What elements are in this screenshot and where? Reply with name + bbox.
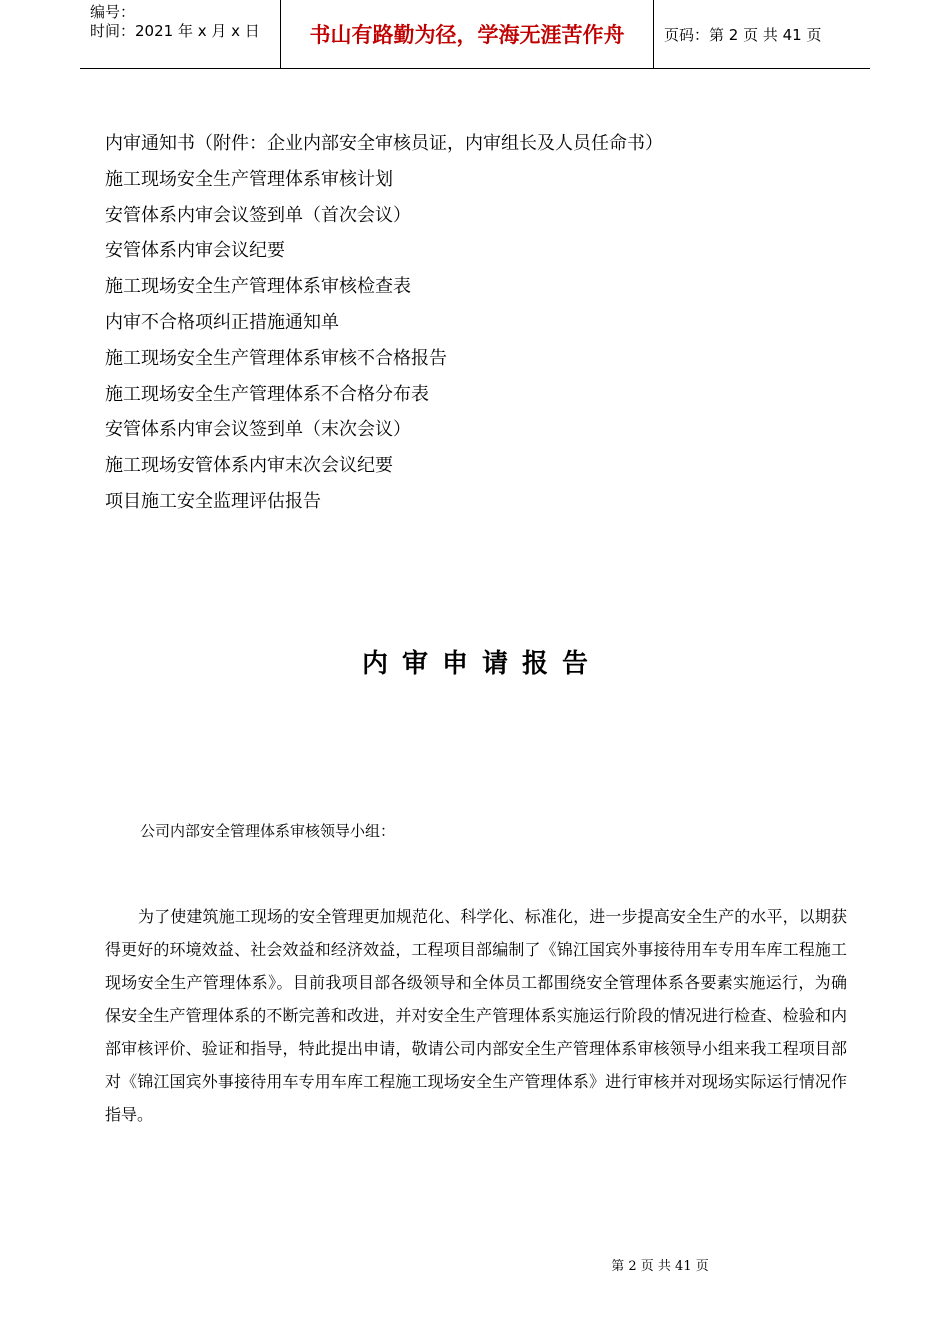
salutation: 公司内部安全管理体系审核领导小组： — [140, 822, 396, 840]
list-item: 安管体系内审会议签到单（末次会议） — [105, 419, 411, 441]
list-item: 安管体系内审会议签到单（首次会议） — [105, 204, 411, 226]
header-motto-cell — [281, 0, 654, 68]
list-item: 施工现场安全生产管理体系不合格分布表 — [105, 383, 429, 405]
header-meta-cell — [80, 0, 281, 68]
serial-number-label: 编号： — [90, 3, 136, 21]
list-item: 项目施工安全监理评估报告 — [105, 490, 321, 512]
list-item: 施工现场安管体系内审末次会议纪要 — [105, 455, 393, 477]
list-item: 施工现场安全生产管理体系审核计划 — [105, 168, 393, 190]
list-item: 内审通知书（附件：企业内部安全审核员证，内审组长及人员任命书） — [105, 133, 663, 154]
document-list — [105, 130, 663, 524]
page-header — [80, 0, 870, 69]
page-footer: 第 2 页 共 41 页 — [611, 1259, 709, 1274]
header-pager-cell — [654, 0, 870, 68]
list-item: 内审不合格项纠正措施通知单 — [105, 311, 339, 333]
list-item: 安管体系内审会议纪要 — [105, 240, 285, 262]
body-paragraph: 为了使建筑施工现场的安全管理更加规范化、科学化、标准化，进一步提高安全生产的水平，以期获得更好的环境效益、社会效益和经济效益，工程项目部编制了《锦江国宾外事接待用车专用车库工程施工现场安全生产管理体系》。目前我项目部各级领导和全体员工都围绕安全管理体系各要素实施运行，为确保安全生产管理体系的不断完善和改进，并对安全生产管理体系实施运行阶段的情况进行检查、检验和内部审核评价、验证和指导，特此提出申请，敬请公司内部安全生产管理体系审核领导小组来我工程项目部对《锦江国宾外事接待用车专用车库工程施工现场安全生产管理体系》进行审核并对现场实际运行情况作指导。 — [105, 907, 847, 1124]
page-number-label: 页码：第 2 页 共 41 页 — [664, 26, 822, 44]
report-title: 内审申请报告 — [361, 649, 602, 679]
list-item: 施工现场安全生产管理体系审核检查表 — [105, 276, 411, 298]
list-item: 施工现场安全生产管理体系审核不合格报告 — [105, 347, 447, 369]
date-label: 时间：2021 年 x 月 x 日 — [90, 22, 260, 40]
motto-text: 书山有路勤为径，学海无涯苦作舟 — [309, 23, 625, 47]
